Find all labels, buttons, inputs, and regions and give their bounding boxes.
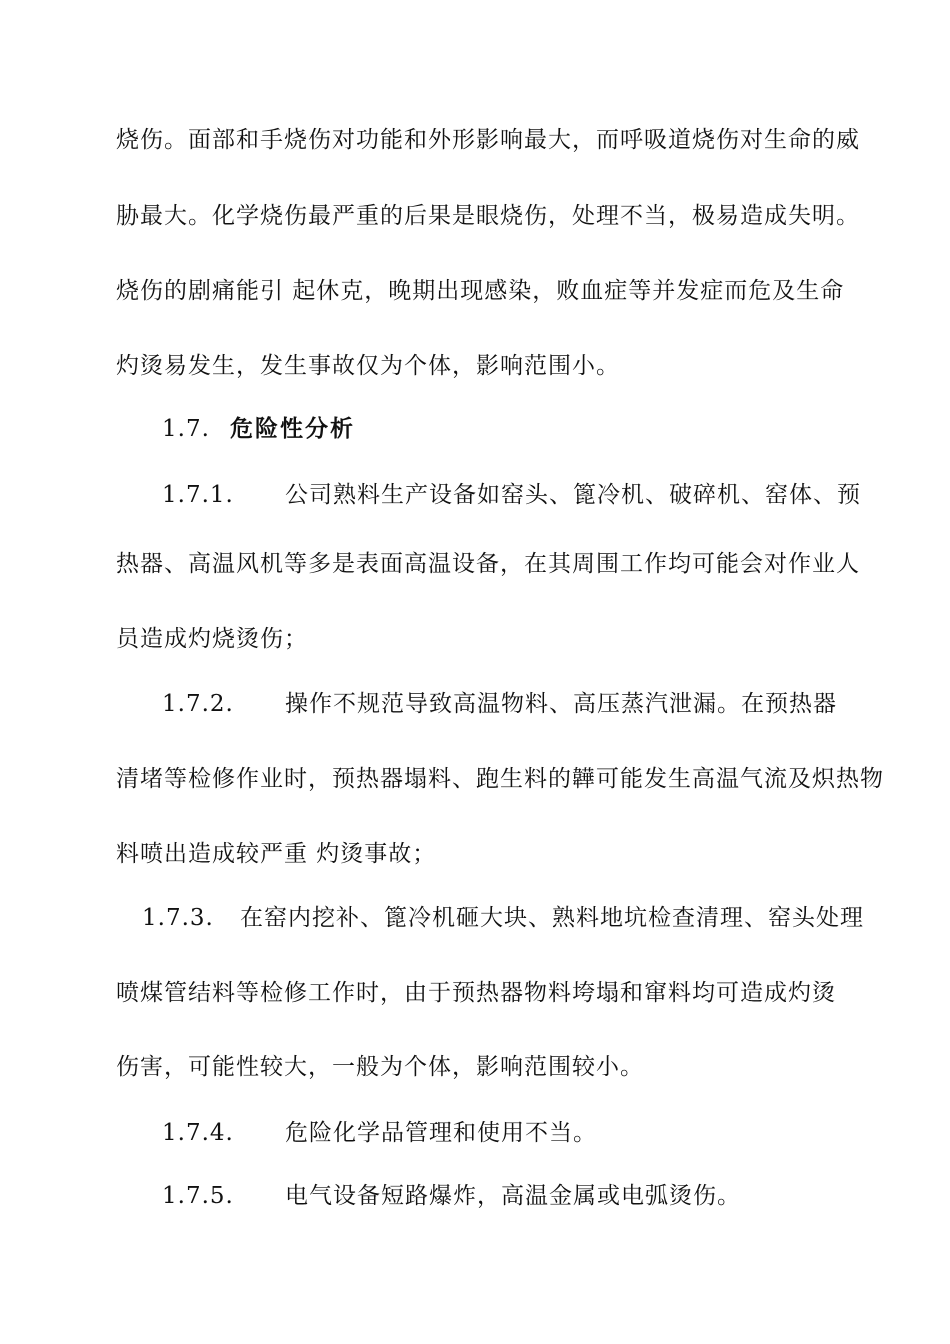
list-item-first-line <box>142 903 864 933</box>
item-number: 1.7.5. <box>162 1183 234 1209</box>
section-title: 危险性分析 <box>230 416 355 442</box>
item-text: 在窑内挖补、篦冷机砸大块、熟料地坑检查清理、窑头处理 <box>240 905 864 931</box>
item-text: 电气设备短路爆炸，高温金属或电弧烫伤。 <box>285 1183 741 1209</box>
paragraph-line: 灼烫易发生，发生事故仅为个体，影响范围小。 <box>116 353 620 379</box>
list-item-first-line <box>162 1181 836 1211</box>
item-text-line: 伤害，可能性较大，一般为个体，影响范围较小。 <box>116 1054 644 1080</box>
item-text: 操作不规范导致高温物料、高压蒸汽泄漏。在预热器 <box>285 691 837 717</box>
paragraph-line: 胁最大。化学烧伤最严重的后果是眼烧伤，处理不当，极易造成失明。 <box>116 203 860 229</box>
list-item-first-line <box>162 480 861 510</box>
paragraph-line: 烧伤的剧痛能引 起休克，晚期出现感染，败血症等并发症而危及生命 <box>116 278 845 304</box>
list-item-first-line <box>162 1118 836 1148</box>
item-number: 1.7.2. <box>162 691 234 717</box>
section-heading <box>162 414 882 444</box>
item-text-line: 热器、高温风机等多是表面高温设备，在其周围工作均可能会对作业人 <box>116 551 860 577</box>
list-item-first-line <box>162 689 836 719</box>
item-text: 危险化学品管理和使用不当。 <box>285 1120 597 1146</box>
item-text-line: 料喷出造成较严重 灼烫事故； <box>116 841 437 867</box>
item-number: 1.7.4. <box>162 1120 234 1146</box>
section-number: 1.7. <box>162 416 210 442</box>
item-text-line: 喷煤管结料等检修工作时，由于预热器物料垮塌和窜料均可造成灼烫 <box>116 980 836 1006</box>
item-text-line: 员造成灼烧烫伤； <box>116 626 308 652</box>
paragraph-line: 烧伤。面部和手烧伤对功能和外形影响最大，而呼吸道烧伤对生命的威 <box>116 127 860 153</box>
item-number: 1.7.3. <box>142 905 214 931</box>
item-number: 1.7.1. <box>162 482 234 508</box>
item-text-line: 清堵等检修作业时，预热器塌料、跑生料的韡可能发生高温气流及炽热物 <box>116 766 884 792</box>
item-text: 公司熟料生产设备如窑头、篦冷机、破碎机、窑体、预 <box>285 482 861 508</box>
